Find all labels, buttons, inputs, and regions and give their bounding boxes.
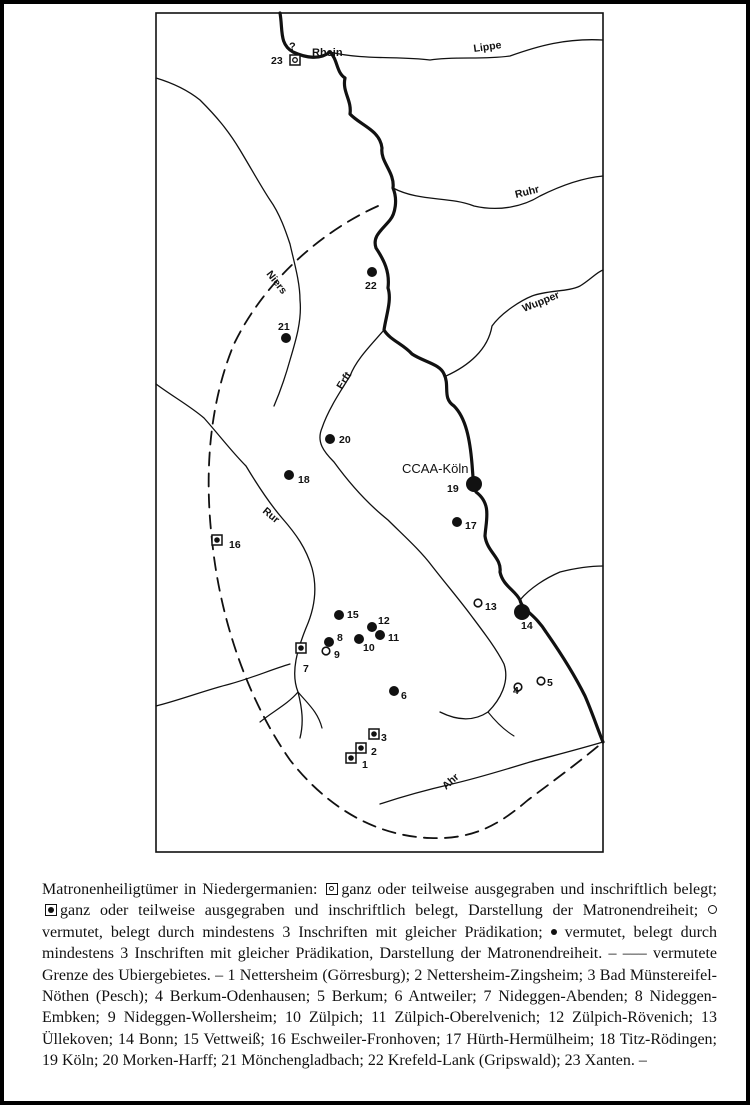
site-label-3: 3: [381, 732, 387, 744]
site-label-20: 20: [339, 434, 351, 446]
site-label-15: 15: [347, 609, 359, 621]
site-marker-1: [346, 753, 356, 763]
site-marker-2: [356, 743, 366, 753]
legend-boundary: – ––– vermutete Grenze des Ubiergebietes. –: [42, 945, 718, 984]
wupper-label: Wupper: [520, 289, 562, 315]
map: [4, 4, 746, 874]
site-label-1: 1: [362, 759, 368, 771]
site-marker-13: [474, 599, 482, 607]
site-label-2: 2: [371, 746, 377, 758]
site-marker-5: [537, 677, 545, 685]
site-marker-9: [322, 647, 330, 655]
site-label-19: 19: [447, 483, 459, 495]
caption-text: [42, 879, 717, 1072]
site-marker-15: [334, 610, 344, 620]
site-label-18: 18: [298, 474, 310, 486]
site-marker-17: [452, 517, 462, 527]
site-marker-11: [375, 630, 385, 640]
site-label-6: 6: [401, 690, 407, 702]
query-mark: ?: [289, 41, 296, 53]
ruhr-label: Ruhr: [513, 183, 541, 201]
site-marker-3: [369, 729, 379, 739]
page: [4, 4, 746, 1101]
dot-icon: [551, 929, 557, 935]
lippe-label: Lippe: [472, 39, 503, 55]
legend-hollow-square: ganz oder teilweise ausgegraben und inschriftlich belegt;: [341, 881, 717, 898]
ahr-label: Ahr: [439, 771, 462, 793]
site-label-13: 13: [485, 601, 497, 613]
hollow-square-icon: [326, 883, 338, 895]
niers-label: Niers: [263, 268, 290, 297]
site-label-4: 4: [513, 685, 519, 697]
site-marker-23: [290, 55, 300, 65]
site-marker-8: [324, 637, 334, 647]
site-label-16: 16: [229, 539, 241, 551]
site-marker-6: [389, 686, 399, 696]
legend-dot: vermutet, belegt durch mindestens 3 Inschriften mit gleicher Prädikation, Darstellung der Matronendreiheit.: [42, 923, 718, 963]
site-marker-21: [281, 333, 291, 343]
rhein-label: Rhein: [312, 47, 343, 59]
site-marker-7: [296, 643, 306, 653]
site-marker-22: [367, 267, 377, 277]
site-label-9: 9: [334, 649, 340, 661]
site-marker-20: [325, 434, 335, 444]
site-label-11: 11: [388, 632, 400, 644]
site-list: 1 Nettersheim (Görresburg); 2 Nettersheim-Zingsheim; 3 Bad Münstereifel-Nöthen (Pesch); 4 Berkum-Odenhausen; 5 Berkum; 6 Antweiler; 7 Nideggen-Abenden; 8 Nideggen-Embken; 9 Nideggen-Wollersheim; 10 Zülpich; 11 Zülpich-Oberelvenich; 12 Zülpich-Rövenich; 13 Üllekoven; 14 Bonn; 15 Vettweiß; 16 Eschweiler-Fronhoven; 17 Hürth-Hermülheim; 18 Titz-Rödingen; 19 Köln; 20 Morken-Harff; 21 Mönchengladbach; 22 Krefeld-Lank (Gripswald); 23 Xanten. –: [42, 966, 717, 1070]
site-marker-18: [284, 470, 294, 480]
site-label-22: 22: [365, 280, 377, 292]
site-label-7: 7: [303, 663, 309, 675]
site-marker-14: [514, 604, 530, 620]
erft-label: Erft: [334, 369, 355, 392]
filled-square-icon: [45, 904, 57, 916]
legend-ring: vermutet, belegt durch mindestens 3 Inschriften mit gleicher Prädikation;: [42, 923, 551, 941]
site-label-14: 14: [521, 620, 533, 632]
site-label-23: 23: [271, 55, 283, 67]
map-caption: [42, 879, 717, 1072]
ring-icon: [708, 905, 717, 914]
site-label-10: 10: [363, 642, 375, 654]
legend-filled-square: ganz oder teilweise ausgegraben und inschriftlich belegt, Darstellung der Matronendreiheit;: [60, 902, 708, 920]
site-label-21: 21: [278, 321, 290, 333]
site-label-8: 8: [337, 632, 343, 644]
site-label-17: 17: [465, 520, 477, 532]
site-label-5: 5: [547, 677, 553, 689]
site-marker-16: [212, 535, 222, 545]
site-label-12: 12: [378, 615, 390, 627]
rur-label: Rur: [260, 505, 282, 526]
site-marker-12: [367, 622, 377, 632]
site-marker-19: [466, 476, 482, 492]
caption-intro: Matronenheiligtümer in Niedergermanien:: [42, 881, 324, 898]
ccaa-koeln-label: CCAA-Köln: [402, 461, 469, 476]
